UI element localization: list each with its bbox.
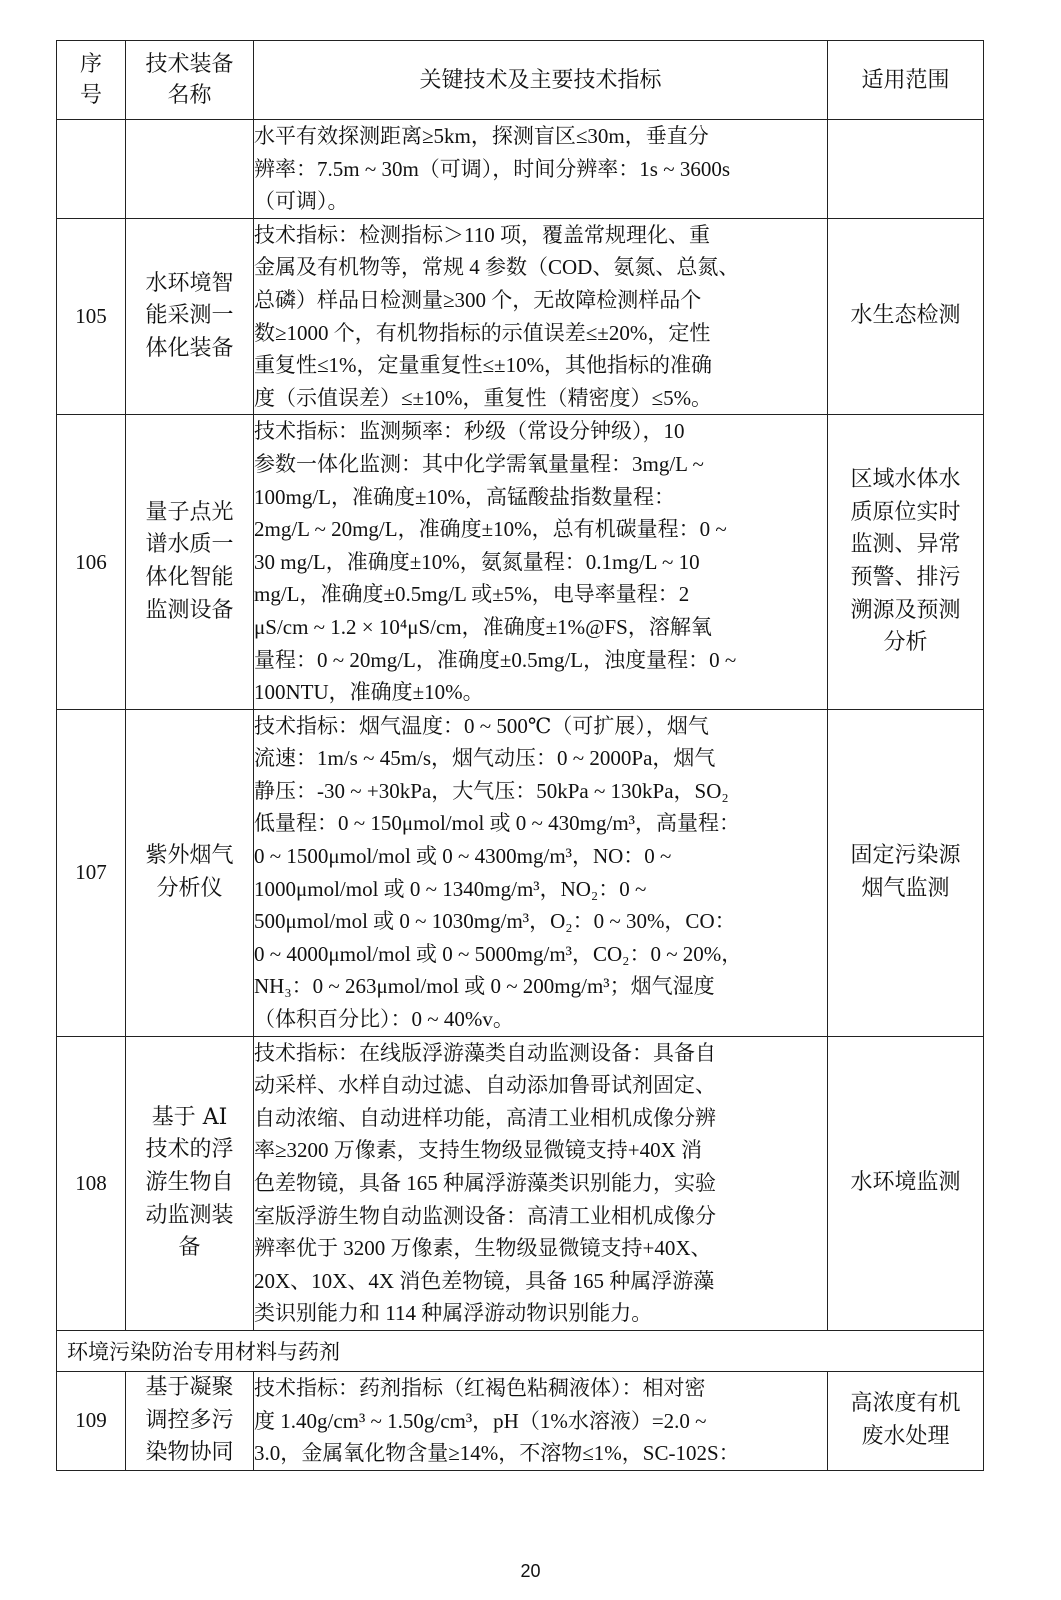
- text-line: 30 mg/L，准确度±10%，氨氮量程：0.1mg/L ~ 10: [254, 549, 700, 574]
- text-line: 能采测一: [145, 303, 234, 329]
- text-line: 预警、排污: [850, 565, 961, 591]
- cell-scope: [828, 218, 984, 415]
- text-line: 水环境监测: [850, 1170, 961, 1195]
- cell-name: [126, 1036, 254, 1330]
- cell-name: [126, 709, 254, 1036]
- text-line: 技术指标：在线版浮游藻类自动监测设备：具备自: [254, 1040, 716, 1065]
- cell-scope: [828, 1036, 984, 1330]
- text-line: 室版浮游生物自动监测设备：高清工业相机成像分: [254, 1203, 716, 1228]
- text-line: 溯源及预测: [850, 597, 961, 623]
- text-line: 100mg/L，准确度±10%，高锰酸盐指数量程：: [254, 484, 676, 509]
- text-line: 固定污染源: [850, 843, 961, 869]
- text-line: 区域水体水: [850, 467, 961, 493]
- text-line: 率≥3200 万像素，支持生物级显微镜支持+40X 消: [254, 1138, 703, 1163]
- text-line: 0 ~ 4000μmol/mol 或 0 ~ 5000mg/m³，CO₂：0 ~ 20%，: [254, 941, 743, 966]
- cell-name: [126, 415, 254, 709]
- text-line: 技术指标：监测频率：秒级（常设分钟级），10: [254, 419, 685, 444]
- text-line: mg/L，准确度±0.5mg/L 或±5%，电导率量程：2: [254, 582, 690, 607]
- text-line: 重复性≤1%，定量重复性≤±10%，其他指标的准确: [254, 353, 713, 378]
- text-line: 3.0，金属氧化物含量≥14%，不溶物≤1%，SC-102S：: [254, 1441, 740, 1466]
- cell-scope: [828, 415, 984, 709]
- text-line: 谱水质一: [145, 532, 234, 558]
- cell-no: 105: [57, 218, 126, 415]
- cell-name: [126, 120, 254, 219]
- cell-spec: [254, 120, 828, 219]
- text-line: 低量程：0 ~ 150μmol/mol 或 0 ~ 430mg/m³，高量程：: [254, 811, 740, 836]
- text-line: 体化智能: [145, 565, 234, 591]
- table-row: [57, 1036, 984, 1330]
- text-line: 量程：0 ~ 20mg/L，准确度±0.5mg/L，浊度量程：0 ~: [254, 647, 737, 672]
- cell-no: [57, 120, 126, 219]
- text-line: 流速：1m/s ~ 45m/s，烟气动压：0 ~ 2000Pa，烟气: [254, 746, 716, 771]
- cell-no: 109: [57, 1371, 126, 1470]
- text-line: NH₃：0 ~ 263μmol/mol 或 0 ~ 200mg/m³；烟气湿度: [254, 974, 715, 999]
- cell-scope: [828, 709, 984, 1036]
- cell-scope: [828, 120, 984, 219]
- text-line: 游生物自: [145, 1170, 234, 1195]
- cell-name: [126, 1371, 254, 1470]
- cell-spec: [254, 1371, 828, 1470]
- text-line: 调控多污: [145, 1407, 234, 1433]
- text-line: 高浓度有机: [850, 1391, 961, 1417]
- text-line: 参数一体化监测：其中化学需氧量量程：3mg/L ~: [254, 451, 704, 476]
- text-line: 监测、异常: [850, 532, 961, 558]
- text-line: 废水处理: [861, 1423, 950, 1449]
- equipment-table: [56, 40, 984, 1471]
- text-line: 基于凝聚: [145, 1374, 234, 1400]
- text-line: （体积百分比）：0 ~ 40%v。: [254, 1007, 514, 1032]
- text-line: 度（示值误差）≤±10%，重复性（精密度）≤5%。: [254, 385, 713, 410]
- table-header-row: [57, 41, 984, 120]
- text-line: 0 ~ 1500μmol/mol 或 0 ~ 4300mg/m³，NO：0 ~: [254, 844, 672, 869]
- text-line: 水平有效探测距离≥5km，探测盲区≤30m，垂直分: [254, 124, 709, 148]
- table-row: [57, 415, 984, 709]
- text-line: 技术指标：检测指标＞110 项，覆盖常规理化、重: [254, 222, 710, 247]
- text-line: 100NTU，准确度±10%。: [254, 680, 484, 705]
- cell-name: [126, 218, 254, 415]
- text-line: 20X、10X、4X 消色差物镜，具备 165 种属浮游藻: [254, 1268, 715, 1293]
- header-no: 序 号: [57, 41, 126, 120]
- text-line: 紫外烟气: [145, 843, 234, 869]
- table-row: [57, 709, 984, 1036]
- cell-no: 108: [57, 1036, 126, 1330]
- text-line: 技术指标：药剂指标（红褐色粘稠液体）：相对密: [254, 1375, 706, 1400]
- page-number: 20: [520, 1561, 541, 1581]
- text-line: 500μmol/mol 或 0 ~ 1030mg/m³，O₂：0 ~ 30%，CO：: [254, 909, 736, 934]
- cell-spec: [254, 218, 828, 415]
- text-line: 烟气监测: [861, 875, 950, 901]
- text-line: 辨率优于 3200 万像素，生物级显微镜支持+40X、: [254, 1236, 712, 1261]
- text-line: μS/cm ~ 1.2 × 10⁴μS/cm，准确度±1%@FS，溶解氧: [254, 614, 712, 639]
- text-line: 自动浓缩、自动进样功能，高清工业相机成像分辨: [254, 1105, 716, 1130]
- text-line: 质原位实时: [850, 499, 961, 525]
- text-line: 水生态检测: [850, 303, 961, 329]
- text-line: 技术的浮: [145, 1137, 234, 1163]
- cell-spec: [254, 415, 828, 709]
- header-name: 技术装备 名称: [126, 41, 254, 120]
- section-title: 环境污染防治专用材料与药剂: [57, 1330, 984, 1371]
- text-line: 监测设备: [145, 597, 234, 623]
- text-line: 色差物镜，具备 165 种属浮游藻类识别能力，实验: [254, 1171, 716, 1195]
- cell-spec: [254, 1036, 828, 1330]
- cell-no: 107: [57, 709, 126, 1036]
- text-line: 体化装备: [145, 335, 234, 361]
- table-row-continued: [57, 120, 984, 219]
- text-line: 基于 AI: [151, 1104, 228, 1130]
- text-line: （可调）。: [254, 189, 349, 214]
- text-line: 数≥1000 个，有机物指标的示值误差≤±20%，定性: [254, 320, 711, 345]
- text-line: 分析仪: [156, 875, 223, 901]
- text-line: 动采样、水样自动过滤、自动添加鲁哥试剂固定、: [254, 1073, 716, 1098]
- text-line: 金属及有机物等，常规 4 参数（COD、氨氮、总氮、: [254, 255, 740, 280]
- text-line: 备: [178, 1235, 201, 1261]
- text-line: 动监测装: [145, 1202, 234, 1228]
- text-line: 技术指标：烟气温度：0 ~ 500℃（可扩展），烟气: [254, 713, 709, 738]
- text-line: 量子点光: [145, 499, 234, 525]
- header-spec: 关键技术及主要技术指标: [254, 41, 828, 120]
- section-row: [57, 1330, 984, 1371]
- text-line: 2mg/L ~ 20mg/L，准确度±10%，总有机碳量程：0 ~: [254, 517, 727, 542]
- text-line: 分析: [883, 630, 928, 656]
- text-line: 类识别能力和 114 种属浮游动物识别能力。: [254, 1301, 653, 1326]
- text-line: 静压：-30 ~ +30kPa，大气压：50kPa ~ 130kPa，SO₂: [254, 778, 729, 803]
- text-line: 1000μmol/mol 或 0 ~ 1340mg/m³，NO₂：0 ~: [254, 876, 647, 901]
- text-line: 总磷）样品日检测量≥300 个，无故障检测样品个: [254, 287, 702, 312]
- text-line: 染物协同: [145, 1440, 234, 1466]
- header-scope: 适用范围: [828, 41, 984, 120]
- table-row: [57, 1371, 984, 1470]
- cell-spec: [254, 709, 828, 1036]
- text-line: 辨率：7.5m ~ 30m（可调），时间分辨率：1s ~ 3600s: [254, 156, 730, 181]
- table-row: [57, 218, 984, 415]
- cell-no: 106: [57, 415, 126, 709]
- cell-scope: [828, 1371, 984, 1470]
- text-line: 度 1.40g/cm³ ~ 1.50g/cm³，pH（1%水溶液）=2.0 ~: [254, 1408, 707, 1433]
- text-line: 水环境智: [145, 270, 234, 296]
